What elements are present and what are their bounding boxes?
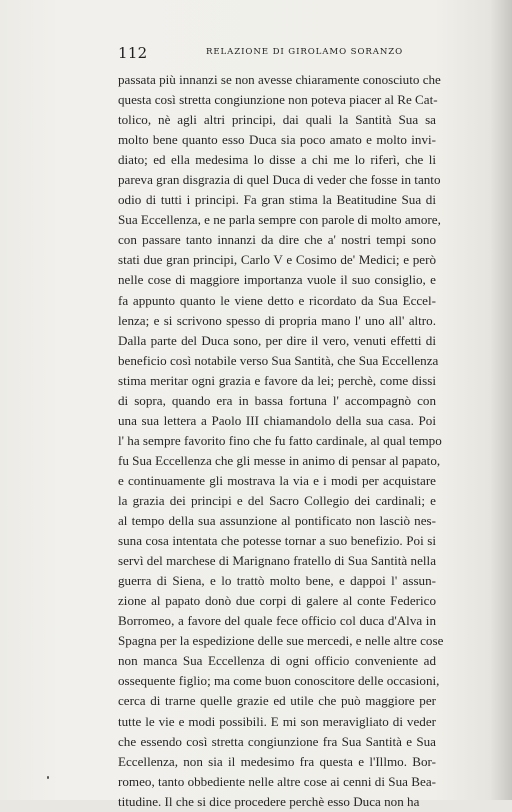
text-line: molto bene quanto esso Duca sia poco amato e molto invi- — [118, 132, 436, 148]
text-line: la grazia dei principi e del Sacro Collegio dei cardinali; e — [118, 492, 436, 508]
text-line: servì del marchese di Marignano fratello di Sua Santità nella — [118, 553, 436, 569]
text-line: ossequente figlio; ma come buon conoscitore delle occasioni, — [118, 673, 440, 689]
text-line: pareva gran disgrazia di quel Duca di veder che fosse in tanto — [118, 172, 441, 188]
text-line: passata più innanzi se non avesse chiaramente conosciuto che — [118, 72, 441, 87]
text-line: che essendo così stretta congiunzione fra Sua Santità e Sua — [118, 733, 436, 749]
text-line: guerra di Siena, e lo trattò molto bene, e dappoi l' assun- — [118, 573, 436, 589]
text-line: Spagna per la espedizione delle sue mercedi, e nelle altre cose — [118, 633, 444, 649]
text-line: zione al papato donò due corpi di galere al conte Federico — [118, 593, 436, 609]
text-line: beneficio così notabile verso Sua Santità, che Sua Eccellenza — [118, 352, 439, 368]
text-line: Borromeo, a favore del quale fece officio col duca d'Alva in — [118, 613, 436, 629]
text-line: questa così stretta congiunzione non poteva piacer al Re Cat- — [118, 92, 438, 108]
page-number: 112 — [118, 44, 148, 62]
text-line: Sua Eccellenza, e ne parla sempre con parole di molto amore, — [118, 212, 441, 228]
text-line: nelle cose di maggiore importanza vuole il suo consiglio, e — [118, 272, 436, 288]
text-line: odio di tutti i principi. Fa gran stima la Beatitudine Sua di — [118, 192, 436, 208]
running-head: RELAZIONE DI GIROLAMO SORANZO — [206, 47, 404, 57]
text-line: cerca di trarne quelle grazie ed utile che può maggiore per — [118, 693, 436, 709]
text-line: fu Sua Eccellenza che gli messe in animo di pensar al papato, — [118, 452, 441, 468]
text-line: titudine. Il che si dice procedere perchè esso Duca non ha — [118, 793, 420, 809]
text-line: una sua lettera a Paolo III chiamandolo della sua casa. Poi — [118, 412, 436, 428]
text-line: tutte le vie e modi possibili. E mi son meravigliato di veder — [118, 713, 436, 729]
text-line: di sopra, quando era in bassa fortuna l' accompagnò con — [118, 392, 436, 408]
text-line: suna cosa intentata che potesse tornar a suo benefizio. Poi si — [118, 533, 436, 549]
text-line: lenza; e si scrivono spesso di propria mano l' uno all' altro. — [118, 312, 436, 328]
text-line: stati due gran principi, Carlo V e Cosimo de' Medici; e però — [118, 252, 436, 268]
paper-speck — [47, 776, 49, 779]
text-line: romeo, tanto obbediente nelle altre cose ai cenni di Sua Bea- — [118, 773, 436, 789]
text-line: non manca Sua Eccellenza di ogni officio conveniente ad — [118, 653, 436, 669]
text-line: fa appunto quanto le viene detto e ricordato da Sua Eccel- — [118, 292, 436, 308]
page-header — [118, 44, 436, 64]
text-line: stima meritar ogni grazia e favore da lei; perchè, come dissi — [118, 372, 436, 388]
text-line: e continuamente gli mostrava la via e i modi per acquistare — [118, 472, 436, 488]
text-line: tolico, nè agli altri principi, dai quali la Santità Sua sa — [118, 112, 436, 128]
body-text — [118, 70, 444, 812]
text-line: con passare tanto innanzi da dire che a' nostri tempi sono — [118, 232, 436, 248]
text-line: al tempo della sua assunzione al pontificato non lasciò nes- — [118, 513, 436, 529]
text-line: Dalla parte del Duca sono, per dire il vero, venuti effetti di — [118, 332, 436, 348]
text-line: diato; ed ella medesima lo disse a chi me lo riferì, che li — [118, 152, 436, 168]
page-edge-shadow — [490, 0, 512, 800]
text-line: l' ha sempre favorito fino che fu fatto cardinale, al qual tempo — [118, 432, 442, 448]
text-line: Eccellenza, non sia il medesimo fra questa e l'Illmo. Bor- — [118, 753, 436, 769]
